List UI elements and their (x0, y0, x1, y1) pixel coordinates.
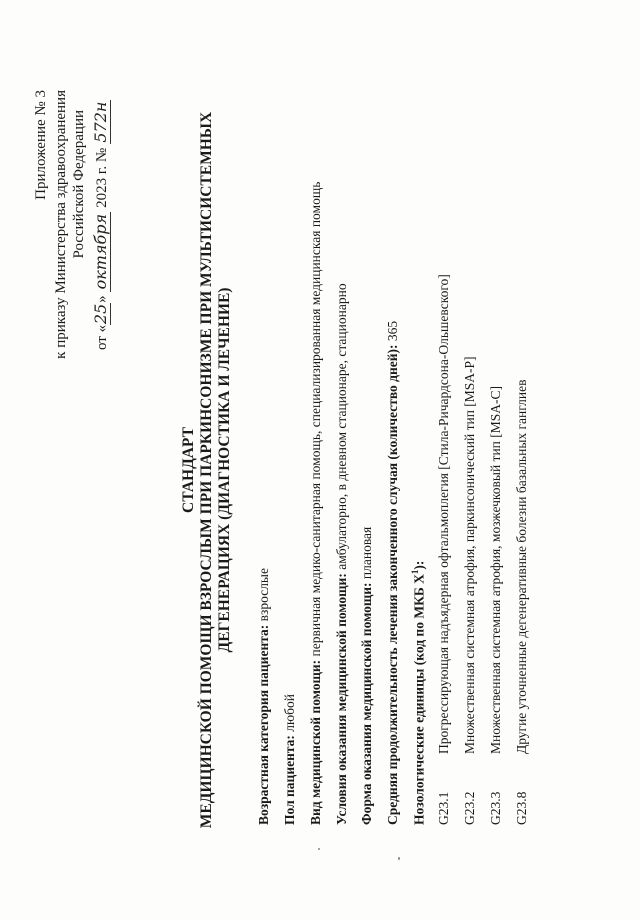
nosological-units-colon: ): (411, 560, 427, 570)
care-conditions-value: амбулаторно, в дневном стационаре, стационарно (334, 283, 349, 574)
diagnosis-name-3: Множественная системная атрофия, мозжечковый тип [MSA-C] (488, 385, 503, 754)
rotated-document-content (0, 20, 640, 920)
diagnosis-code-1: G23.1 (436, 791, 451, 825)
care-type-row (308, 182, 324, 825)
care-form-value: плановая (359, 526, 374, 583)
nosological-units-label: Нозологические единицы (код по МКБ X (411, 574, 427, 825)
date-prefix: от « (94, 324, 110, 350)
care-conditions-row (334, 283, 350, 825)
care-type-label: Вид медицинской помощи: (308, 659, 323, 825)
document-heading-line1: МЕДИЦИНСКОЙ ПОМОЩИ ВЗРОСЛЫМ ПРИ ПАРКИНСОНИЗМЕ ПРИ МУЛЬТИСИСТЕМНЫХ (198, 111, 215, 829)
diagnosis-name-4: Другие уточненные дегенеративные болезни базальных ганглиев (514, 379, 529, 754)
annex-title: Приложение № 3 (33, 90, 49, 200)
diagnosis-code-3: G23.3 (488, 791, 503, 825)
patient-sex-row (282, 694, 298, 825)
scan-speck (318, 848, 320, 850)
treatment-duration-label: Средняя продолжительность лечения законченного случая (количество дней): (385, 344, 400, 825)
diagnosis-code-4: G23.8 (514, 791, 529, 825)
annex-ministry-line: Российской Федерации (71, 110, 87, 259)
patient-sex-value: любой (282, 694, 297, 736)
date-day-handwritten: 25 (91, 303, 110, 325)
date-month-handwritten: октября (92, 212, 111, 292)
age-category-row (256, 568, 272, 825)
age-category-value: взрослые (256, 568, 271, 625)
patient-sex-label: Пол пациента: (282, 735, 297, 825)
care-form-row (359, 527, 375, 825)
nosological-units-heading (410, 561, 428, 825)
age-category-label: Возрастная категория пациента: (256, 624, 271, 825)
diagnosis-code-2: G23.2 (462, 791, 477, 825)
annex-date-line (92, 100, 111, 350)
footnote-marker: 1 (410, 569, 420, 575)
order-number-handwritten: 572н (91, 101, 110, 143)
treatment-duration-value: 365 (385, 320, 400, 345)
treatment-duration-row (385, 321, 401, 825)
care-conditions-label: Условия оказания медицинской помощи: (334, 573, 349, 825)
document-heading-word: СТАНДАРТ (180, 427, 197, 513)
scan-speck (398, 857, 400, 860)
date-year: 2023 г. № (94, 147, 110, 208)
date-separator: » (94, 295, 110, 303)
care-form-label: Форма оказания медицинской помощи: (359, 582, 374, 825)
diagnosis-name-1: Прогрессирующая надъядерная офтальмоплегия [Стила-Ричардсона-Ольшевского] (436, 274, 451, 754)
annex-order-line: к приказу Министерства здравоохранения (53, 90, 69, 359)
document-heading-line2: ДЕГЕНЕРАЦИЯХ (ДИАГНОСТИКА И ЛЕЧЕНИЕ) (216, 287, 233, 653)
diagnosis-name-2: Множественная системная атрофия, паркинсонический тип [MSA-P] (462, 356, 477, 754)
care-type-value: первичная медико-санитарная помощь, специализированная медицинская помощь (308, 181, 323, 660)
